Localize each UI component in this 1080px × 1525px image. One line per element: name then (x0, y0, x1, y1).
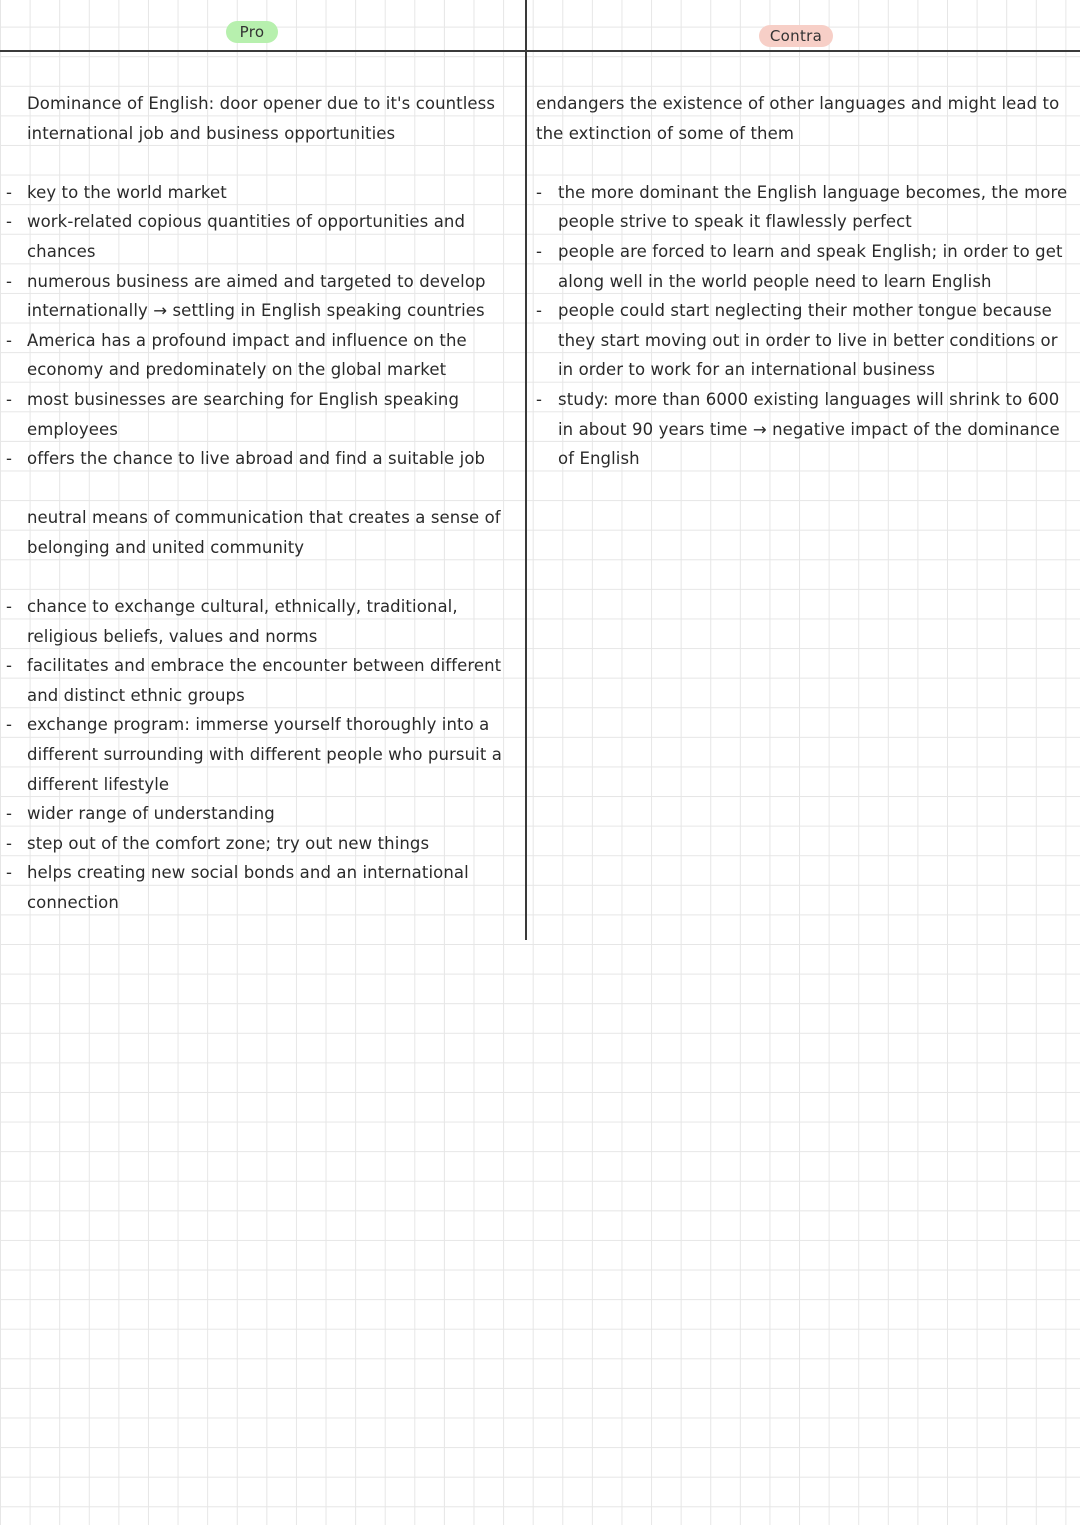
pro-bullet-item: - offers the chance to live abroad and find a suitable job (0, 444, 522, 474)
contra-column (534, 89, 1074, 503)
pro-bullet-item: - exchange program: immerse yourself thoroughly into a different surrounding with different people who pursuit a different lifestyle (0, 710, 522, 799)
contra-heading-label: Contra (759, 25, 833, 47)
pro-bullet-item: - work-related copious quantities of opportunities and chances (0, 207, 522, 266)
pro-bullet-item: - most businesses are searching for English speaking employees (0, 385, 522, 444)
contra-bullet-list (534, 178, 1074, 474)
pro-section-intro: Dominance of English: door opener due to it's countless international job and business opportunities (27, 94, 496, 143)
pro-bullet-list (0, 178, 522, 474)
pro-bullet-item: - step out of the comfort zone; try out new things (0, 829, 522, 859)
pro-section-intro: neutral means of communication that creates a sense of belonging and united community (27, 508, 501, 557)
contra-bullet-item: - study: more than 6000 existing languages will shrink to 600 in about 90 years time → negative impact of the dominance of English (534, 385, 1074, 474)
contra-bullet-item: - the more dominant the English language becomes, the more people strive to speak it flawlessly perfect (534, 178, 1074, 237)
pro-bullet-item: - wider range of understanding (0, 799, 522, 829)
pro-heading-label: Pro (226, 21, 278, 43)
pro-bullet-list (0, 592, 522, 918)
column-divider (525, 0, 527, 940)
pro-section-communication (0, 503, 522, 917)
pro-section-economy (0, 89, 522, 474)
pro-column (0, 89, 522, 947)
contra-bullet-item: - people could start neglecting their mother tongue because they start moving out in order to live in better conditions or in order to work for an international business (534, 296, 1074, 385)
pro-bullet-item: - chance to exchange cultural, ethnically, traditional, religious beliefs, values and norms (0, 592, 522, 651)
header-rule (0, 50, 1080, 52)
contra-intro: endangers the existence of other languages and might lead to the extinction of some of them (536, 94, 1060, 143)
pro-bullet-item: - America has a profound impact and influence on the economy and predominately on the global market (0, 326, 522, 385)
pro-bullet-item: - key to the world market (0, 178, 522, 208)
pro-bullet-item: - helps creating new social bonds and an international connection (0, 858, 522, 917)
pro-bullet-item: - facilitates and embrace the encounter between different and distinct ethnic groups (0, 651, 522, 710)
contra-bullet-item: - people are forced to learn and speak English; in order to get along well in the world people need to learn English (534, 237, 1074, 296)
pro-bullet-item: - numerous business are aimed and targeted to develop internationally → settling in English speaking countries (0, 267, 522, 326)
